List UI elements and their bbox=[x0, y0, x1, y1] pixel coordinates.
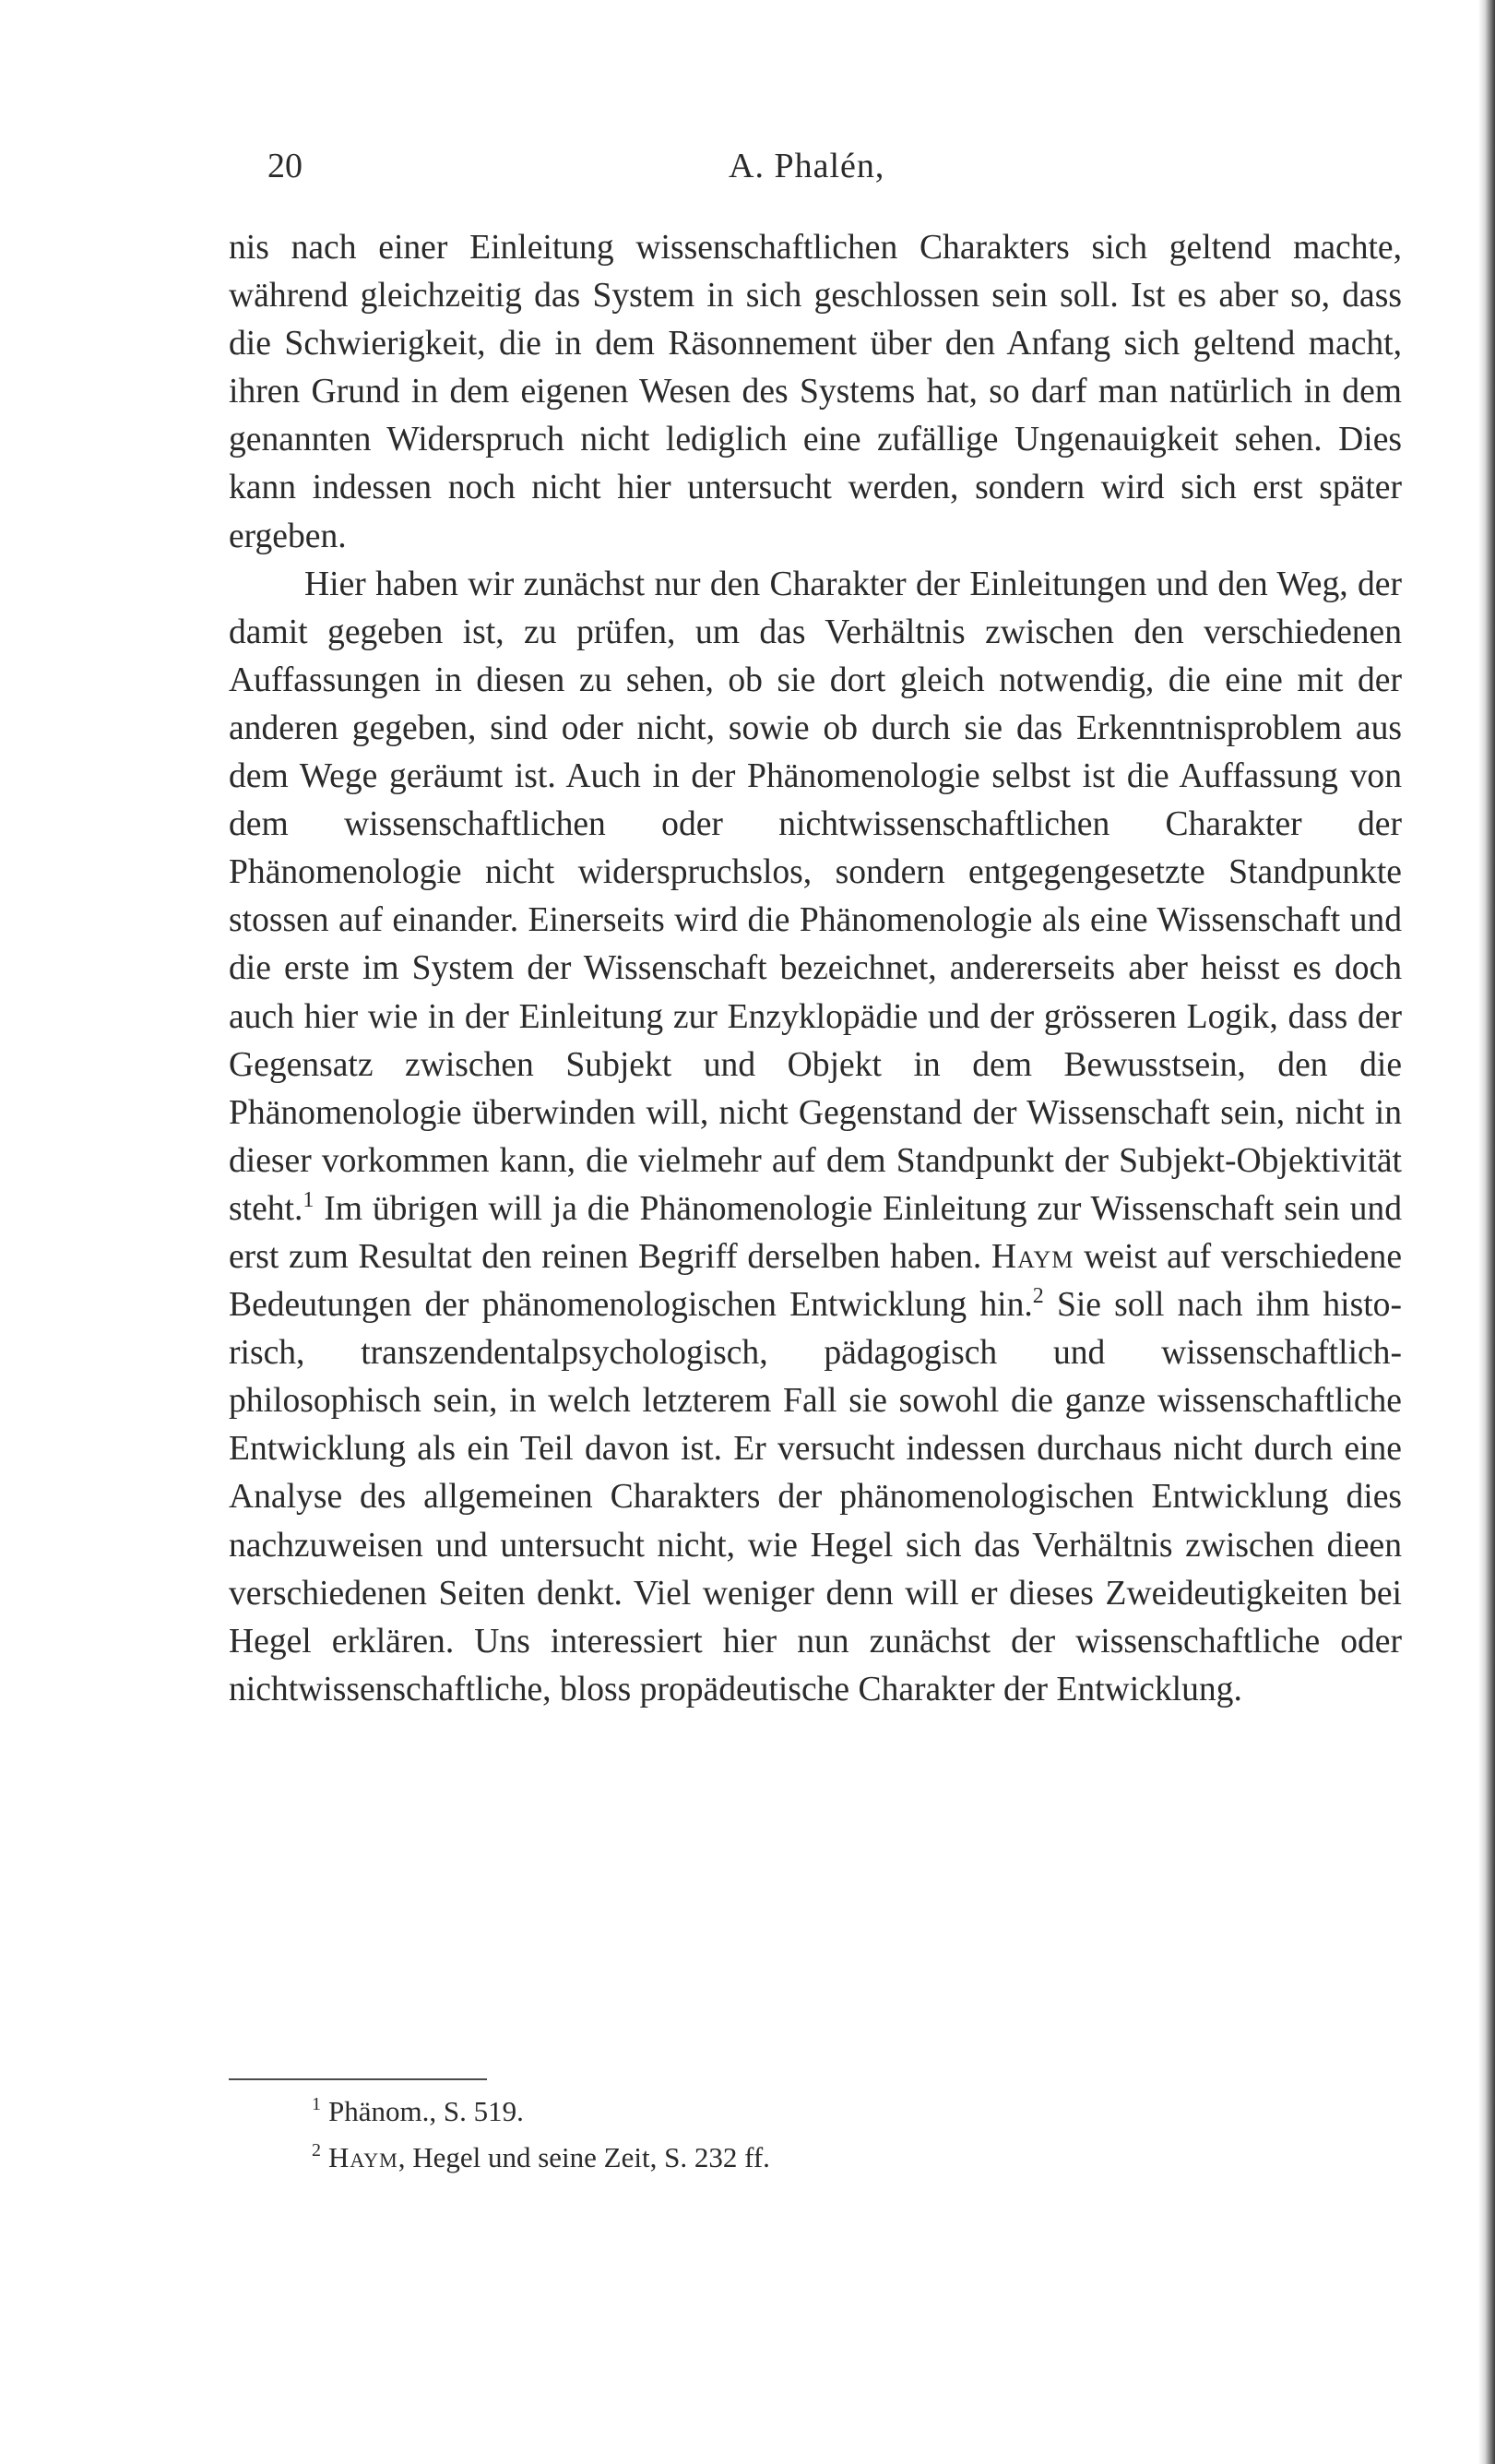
paragraph-2-part-d: Sie soll nach ihm historisch, transzendentalpsychologisch, pädagogisch und wissenschaftlich-philosophisch sein, in welch letzterem Fall sie sowohl die ganze wissenschaftliche Entwicklung als ein Teil davon ist. Er versucht indessen durchaus nicht durch eine Analyse des allgemeinen Charakters der phänomenologischen Entwicklung dies nachzuweisen und untersucht nicht, wie Hegel sich das Verhältnis zwischen dieen verschiedenen Seiten denkt. Viel weniger denn will er dieses Zweideutigkeiten bei Hegel erklären. Uns interessiert hier nun zunächst der wissenschaftliche oder nichtwissenschaftliche, bloss propädeutische Charakter der Entwicklung. bbox=[229, 1286, 1402, 1708]
paragraph-1: nis nach einer Einleitung wissenschaftlichen Charakters sich geltend machte, während gleichzeitig das System in sich geschlossen sein soll. Ist es aber so, dass die Schwierigkeit, die in dem Räsonnement über den Anfang sich geltend macht, ihren Grund in dem eigenen Wesen des Systems hat, so darf man natürlich in dem genannten Widerspruch nicht lediglich eine zufällige Ungenauigkeit sehen. Dies kann indessen noch nicht hier untersucht werden, sondern wird sich erst später ergeben. bbox=[229, 229, 1402, 555]
footnote-2 bbox=[312, 2135, 1326, 2181]
footnotes bbox=[312, 2089, 1326, 2181]
footnote-ref-1: 1 bbox=[303, 1187, 314, 1212]
page-header bbox=[229, 143, 1402, 189]
footnote-ref-2: 2 bbox=[1032, 1284, 1044, 1309]
footnote-1-marker: 1 bbox=[312, 2094, 321, 2114]
running-head: A. Phalén, bbox=[729, 147, 885, 185]
footnote-2-author: Haym bbox=[328, 2141, 398, 2173]
author-name-haym: Haym bbox=[991, 1237, 1074, 1276]
footnote-rule bbox=[229, 2078, 487, 2080]
page-edge-shadow bbox=[1478, 0, 1495, 2464]
footnote-2-marker: 2 bbox=[312, 2140, 321, 2160]
page-number: 20 bbox=[267, 147, 303, 185]
footnote-1 bbox=[312, 2089, 1326, 2135]
footnote-2-text: , Hegel und seine Zeit, S. 232 ff. bbox=[397, 2141, 770, 2173]
footnote-1-text: Phänom., S. 519. bbox=[328, 2095, 524, 2127]
body-text bbox=[229, 224, 1402, 1714]
paragraph-2-part-b: Im übrigen will ja die Phänomenologie Einleitung zur Wissenschaft sein und erst zum Resultat den reinen Begriff derselben haben. bbox=[229, 1189, 1402, 1276]
paragraph-2-part-a: Hier haben wir zunächst nur den Charakter der Einleitungen und den Weg, der damit gegeben ist, zu prüfen, um das Verhältnis zwischen den verschiedenen Auffassungen in diesen zu sehen, ob sie dort gleich notwendig, die eine mit der anderen gegeben, sind oder nicht, sowie ob durch sie das Erkenntnisproblem aus dem Wege geräumt ist. Auch in der Phänomenologie selbst ist die Auffassung von dem wissenschaftlichen oder nichtwissenschaftlichen Charakter der Phänomenologie nicht widerspruchslos, sondern entgegengesetzte Standpunkte stossen auf einander. Einerseits wird die Phänomenologie als eine Wissenschaft und die erste im System der Wissenschaft bezeichnet, andererseits aber heisst es doch auch hier wie in der Einleitung zur Enzyklopädie und der grösseren Logik, dass der Gegensatz zwischen Subjekt und Objekt in dem Bewusstsein, den die Phänomenologie überwinden will, nicht Gegenstand der Wissenschaft sein, nicht in dieser vorkommen kann, die vielmehr auf dem Standpunkt der Subjekt-Objektivität steht. bbox=[229, 565, 1402, 1228]
paragraph-2-part-c: weist auf verschiedene Bedeutungen der phänomenologischen Entwicklung hin. bbox=[229, 1237, 1402, 1325]
paragraph-2 bbox=[229, 561, 1402, 1714]
